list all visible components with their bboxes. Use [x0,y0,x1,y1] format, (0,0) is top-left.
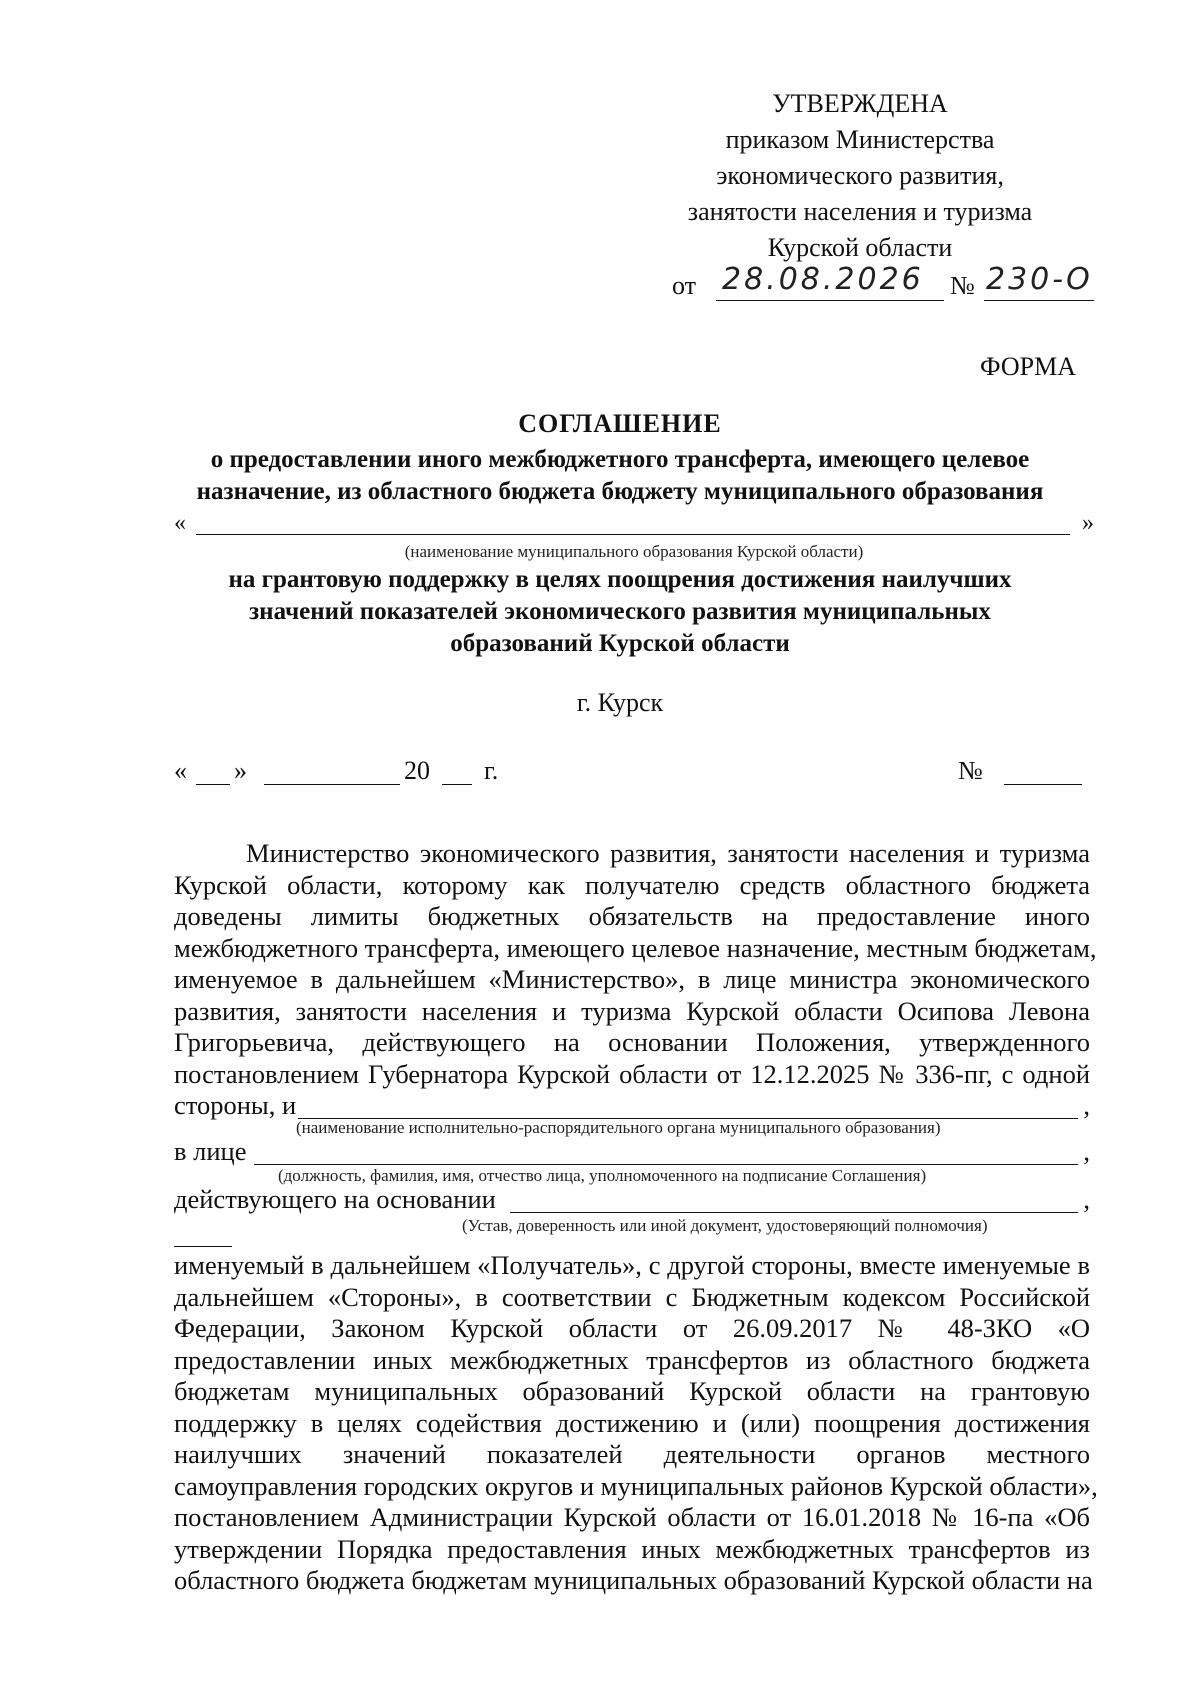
agreement-subtitle-line-3: на грантовую поддержку в целях поощрения достижения наилучших [228,566,1012,593]
representative-caption: (должность, фамилия, имя, отчество лица, уполномоченного на подписание Соглашения) [278,1166,927,1185]
paragraph-line: предоставлении иных межбюджетных трансфертов из областного бюджета [174,1344,1090,1375]
paragraph-line: постановлением Администрации Курской области от 16.01.2018 № 16-па «Об [174,1502,1090,1532]
paragraph-line: постановлением Губернатора Курской области от 12.12.2025 № 336-пг, с одной [174,1058,1090,1089]
comma: , [1083,1136,1090,1166]
municipality-name-line [196,534,1070,535]
paragraph-line: дальнейшем «Стороны», в соответствии с Бюджетным кодексом Российской [174,1281,1090,1312]
agreement-subtitle-line-5: образований Курской области [450,630,790,657]
comma: , [1083,1090,1090,1120]
agreement-number-field [1004,784,1082,785]
approval-line-2: экономического развития, [716,161,1004,190]
municipality-name-field [174,510,1094,540]
month-field [264,784,400,785]
date-year-suffix: г. [484,756,499,785]
paragraph-line: именуемый в дальнейшем «Получатель», с другой стороны, вместе именуемые в [174,1250,1090,1280]
authority-basis-row [174,1184,1090,1218]
approval-number-label: № [950,271,975,300]
authority-basis-label: действующего на основании [174,1184,496,1214]
agreement-subtitle-top [160,444,1080,508]
approval-line-3: занятости населения и туризма [687,197,1033,226]
form-label: ФОРМА [980,352,1076,381]
representative-label: в лице [174,1136,247,1166]
day-field [196,784,230,785]
paragraph-line: поддержку в целях содействия достижению и (или) поощрения достижения [174,1407,1090,1438]
paragraph-line: областного бюджета бюджетам муниципальных образований Курской области на [174,1565,1093,1595]
paragraph-line: развития, занятости населения и туризма Курской области Осипова Левона [174,995,1090,1026]
paragraph-line: утверждении Порядка предоставления иных межбюджетных трансфертов из [174,1533,1090,1564]
approval-date-field [716,262,944,301]
agreement-date-row [174,756,1090,792]
approval-order-line [640,262,1093,308]
date-close-quote: » [234,756,247,785]
date-century: 20 [404,756,430,785]
paragraph-line: самоуправления городских округов и муниципальных районов Курской области», [174,1470,1098,1501]
paragraph-line: именуемое в дальнейшем «Министерство», в лице министра экономического [174,964,1090,994]
comma: , [1083,1184,1090,1214]
paragraph-line: Министерство экономического развития, занятости населения и туризма [246,838,1090,868]
agreement-number-label: № [958,756,983,785]
approval-from-label: от [672,271,697,300]
paragraph-line: наилучших значений показателей деятельности органов местного [174,1439,1090,1469]
agreement-subtitle-line-4: значений показателей экономического развития муниципальных [249,598,991,625]
paragraph-line: Федерации, Законом Курской области от 26.09.2017 № 48-ЗКО «О [174,1313,1090,1343]
date-open-quote: « [174,756,187,785]
approval-stamp-block [640,86,1093,308]
authority-basis-continuation-field [174,1246,232,1247]
paragraph-line: бюджетам муниципальных образований Курской области на грантовую [174,1376,1090,1406]
paragraph-line: доведены лимиты бюджетных обязательств на предоставление иного [174,901,1090,931]
agreement-subtitle-line-2: назначение, из областного бюджета бюджету муниципального образования [196,478,1044,505]
other-party-label: стороны, и [174,1090,297,1120]
close-quote: » [1082,510,1094,536]
approval-title: УТВЕРЖДЕНА [772,89,948,118]
year-field [442,784,472,785]
preamble-paragraph-1 [174,838,1097,1090]
other-party-caption: (наименование исполнительно-распорядительного органа муниципального образования) [296,1118,941,1137]
approval-line-1: приказом Министерства [725,125,995,154]
authority-basis-caption: (Устав, доверенность или иной документ, удостоверяющий полномочия) [462,1216,988,1235]
representative-row [174,1136,1090,1170]
preamble-paragraph-2 [174,1250,1098,1597]
paragraph-line: межбюджетного трансферта, имеющего целевое назначение, местным бюджетам, [174,932,1097,963]
agreement-subtitle-bottom [160,564,1080,660]
authority-basis-field [510,1212,1078,1213]
agreement-subtitle-line-1: о предоставлении иного межбюджетного трансферта, имеющего целевое [210,446,1030,473]
paragraph-line: Григорьевича, действующего на основании Положения, утвержденного [174,1027,1090,1057]
paragraph-line: Курской области, которому как получателю средств областного бюджета [174,869,1090,900]
approval-number-field [984,262,1094,301]
agreement-title: СОГЛАШЕНИЕ [518,409,722,438]
open-quote: « [174,510,186,536]
municipality-name-caption: (наименование муниципального образования Курской области) [404,542,864,561]
representative-field [254,1164,1078,1165]
approval-handwritten-number: 230-О [986,262,1093,297]
city-label: г. Курск [576,688,664,717]
approval-line-4: Курской области [767,233,953,262]
approval-handwritten-date: 28.08.2026 [722,262,924,297]
